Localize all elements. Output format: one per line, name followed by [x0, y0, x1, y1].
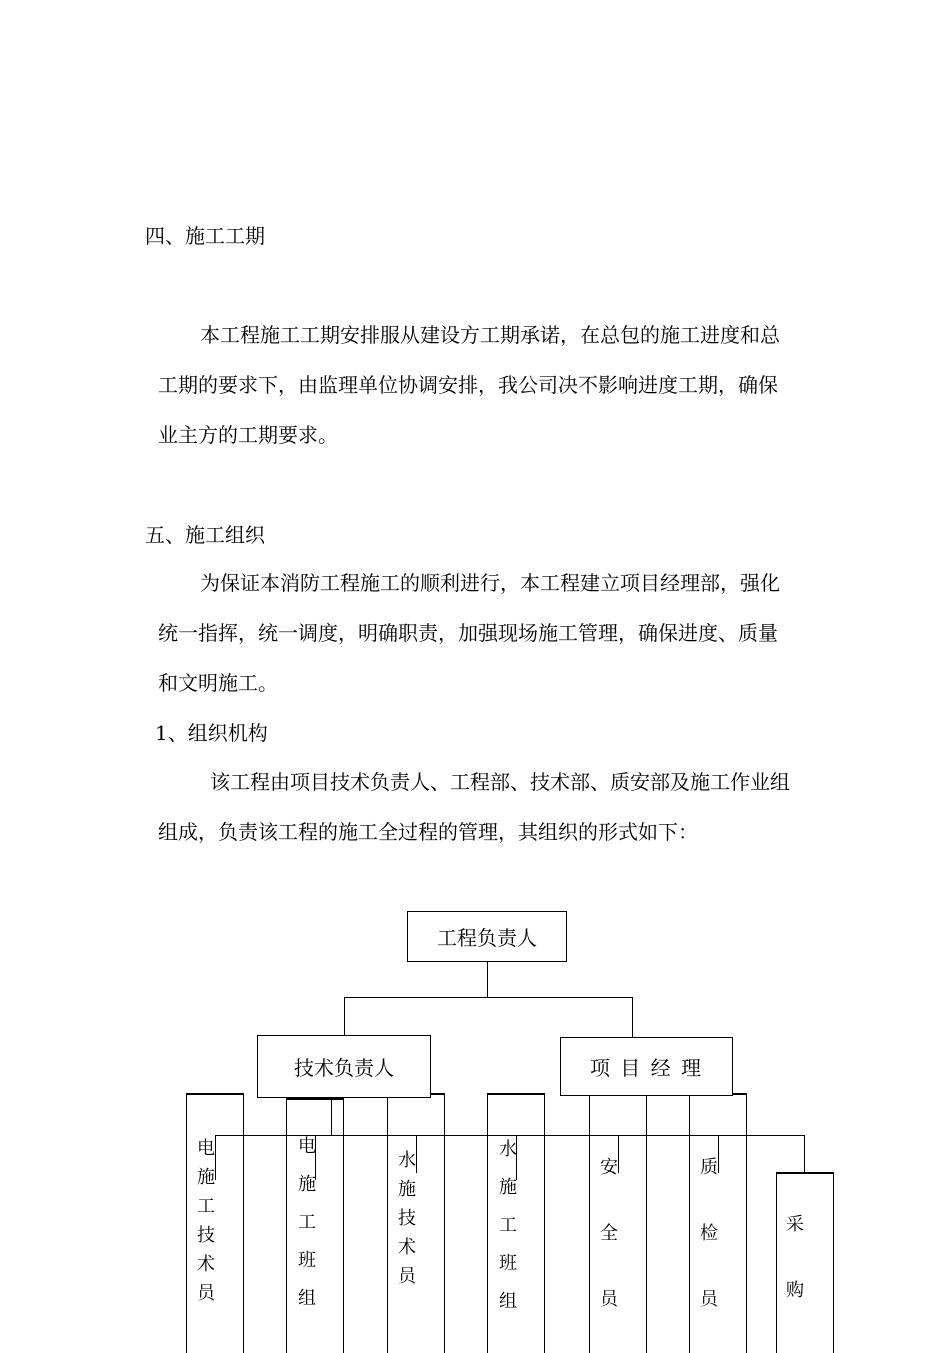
paragraph-line: 为保证本消防工程施工的顺利进行，本工程建立项目经理部，强化 [200, 571, 780, 595]
paragraph-line: 工期的要求下，由监理单位协调安排，我公司决不影响进度工期，确保 [158, 373, 778, 397]
paragraph-line: 统一指挥，统一调度，明确职责，加强现场施工管理，确保进度、质量 [158, 621, 778, 645]
column-label-electrical-tech: 电 施 工 技 术 员 [197, 1138, 215, 1304]
connector-line [331, 1098, 332, 1136]
paragraph-line: 本工程施工工期安排服从建设方工期承诺，在总包的施工进度和总 [200, 323, 780, 347]
column-label-safety: 安 全 员 [600, 1157, 618, 1310]
paragraph-line: 该工程由项目技术负责人、工程部、技术部、质安部及施工作业组 [210, 770, 790, 794]
project-manager-box: 项 目 经 理 [560, 1037, 733, 1096]
column-label-procurement: 采 购 [786, 1214, 804, 1301]
column-label-water-crew: 水 施 工 班 组 [499, 1139, 517, 1312]
paragraph-line: 组成，负责该工程的施工全过程的管理，其组织的形式如下： [158, 820, 698, 844]
section-4-heading: 四、施工工期 [145, 224, 265, 248]
tech-lead-box: 技术负责人 [257, 1035, 431, 1098]
section-4-paragraph [158, 310, 848, 460]
section-5-paragraph [158, 558, 848, 708]
paragraph-line: 和文明施工。 [158, 671, 278, 695]
subsection-paragraph [158, 757, 848, 857]
connector-line [487, 962, 488, 997]
subsection-heading: 1、组织机构 [155, 721, 268, 745]
column-label-electrical-crew: 电 施 工 班 组 [298, 1136, 316, 1309]
connector-line [344, 997, 345, 1035]
section-5-heading: 五、施工组织 [145, 523, 265, 547]
connector-line [632, 997, 633, 1037]
column-label-quality: 质 检 员 [700, 1157, 718, 1310]
connector-line [344, 997, 633, 998]
connector-line [804, 1135, 805, 1173]
paragraph-line: 业主方的工期要求。 [158, 423, 338, 447]
column-label-water-tech: 水 施 技 术 员 [398, 1150, 416, 1287]
project-lead-box: 工程负责人 [407, 911, 567, 962]
